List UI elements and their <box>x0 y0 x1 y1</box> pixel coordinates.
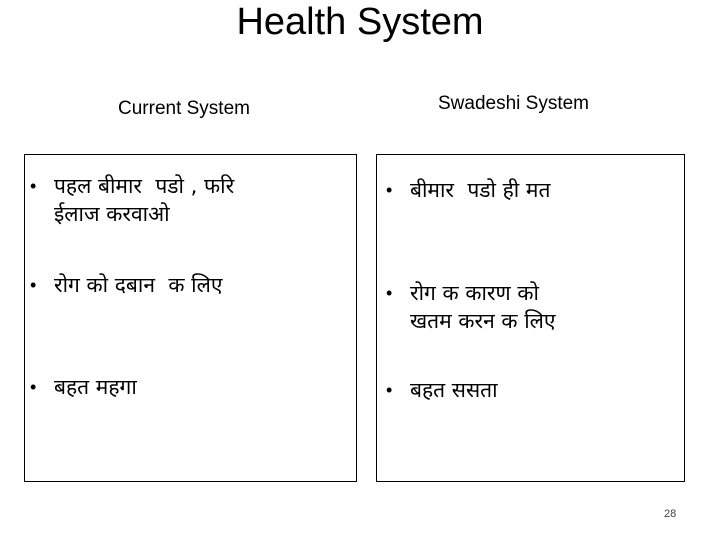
page-number: 28 <box>664 508 677 520</box>
swadeshi-bullet-text-3: बहत ससता <box>410 378 498 402</box>
bullet-dot: • <box>386 180 393 200</box>
swadeshi-bullet-1 <box>386 176 550 204</box>
swadeshi-bullet-text-1: बीमार पडो ही मत <box>410 178 551 202</box>
bullet-dot: • <box>30 377 37 397</box>
bullet-dot: • <box>386 380 393 400</box>
current-bullet-3 <box>30 373 137 401</box>
bullet-dot: • <box>386 283 393 303</box>
swadeshi-bullet-3 <box>386 376 498 404</box>
current-bullet-text-2: रोग को दबान क लिए <box>54 273 223 297</box>
bullet-dot: • <box>30 176 37 196</box>
swadeshi-bullet-2 <box>386 279 556 335</box>
current-bullet-text-3: बहत महगा <box>54 375 137 399</box>
current-bullet-1 <box>30 172 234 228</box>
bullet-dot: • <box>30 275 37 295</box>
swadeshi-bullet-text-2: रोग क कारण को खतम करन क लिए <box>410 281 556 333</box>
current-bullet-2 <box>30 271 222 299</box>
current-bullet-text-1: पहल बीमार पडो , फरि ईलाज करवाओ <box>54 174 235 226</box>
slide-title: Health System <box>236 1 484 43</box>
swadeshi-system-heading: Swadeshi System <box>438 93 590 114</box>
current-system-heading: Current System <box>118 98 250 119</box>
